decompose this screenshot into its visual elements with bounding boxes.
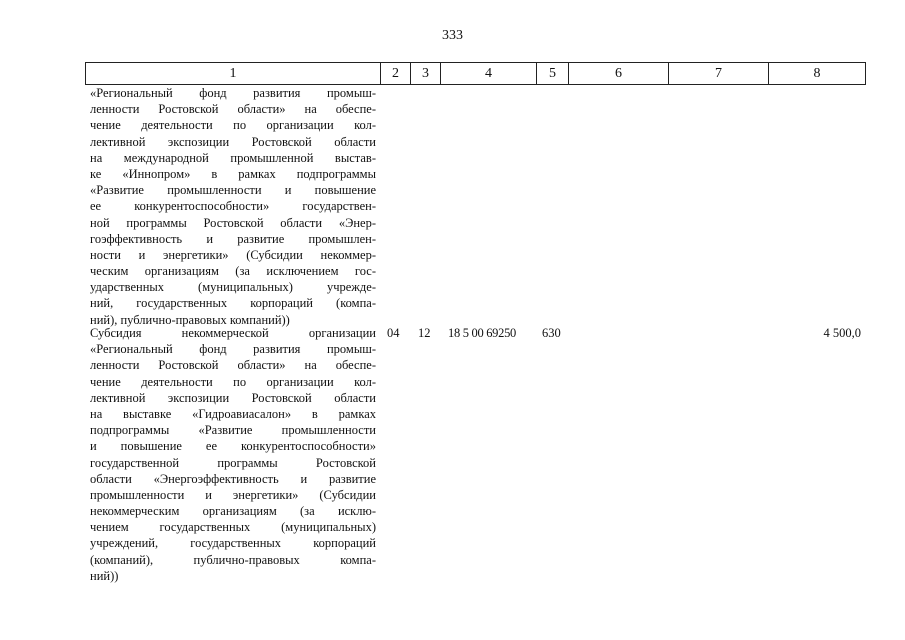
description-line: и повышение ее конкурентоспособности» (90, 439, 376, 454)
description-line: области «Энергоэффективность и развитие (90, 471, 376, 486)
description-line: лективной экспозиции Ростовской области (90, 134, 376, 149)
description-line: Субсидия некоммерческой организации (90, 326, 376, 340)
header-col-5: 5 (537, 62, 569, 85)
header-col-7: 7 (669, 62, 769, 85)
description-line: промышленности и энергетики» (Субсидии (90, 487, 376, 502)
row-2-expense-type: 630 (542, 326, 561, 340)
header-col-3: 3 (411, 62, 441, 85)
description-line: ний, государственных корпораций (компа- (90, 296, 376, 311)
header-col-2: 2 (381, 62, 411, 85)
description-line: ее конкурентоспособности» государствен- (90, 199, 376, 214)
row-2-amount: 4 500,0 (823, 326, 861, 340)
description-line: подпрограммы «Развитие промышленности (90, 423, 376, 438)
description-line: ний), публично-правовых компаний)) (90, 312, 290, 327)
row-2-section-code: 04 (387, 326, 400, 340)
description-line: ударственных (муниципальных) учрежде- (90, 280, 376, 295)
description-line: «Развитие промышленности и повышение (90, 183, 376, 198)
header-col-8: 8 (769, 62, 866, 85)
description-line: «Региональный фонд развития промыш- (90, 86, 376, 100)
description-line: ной программы Ростовской области «Энер- (90, 215, 376, 230)
row-2-subsection-code: 12 (418, 326, 431, 340)
header-col-4: 4 (441, 62, 537, 85)
description-line: лективной экспозиции Ростовской области (90, 390, 376, 405)
description-line: чение деятельности по организации кол- (90, 374, 376, 389)
row-1-description (90, 85, 376, 328)
description-line: ний)) (90, 568, 119, 583)
description-line: учреждений, государственных корпораций (90, 536, 376, 551)
description-line: на выставке «Гидроавиасалон» в рамках (90, 406, 376, 421)
description-line: «Региональный фонд развития промыш- (90, 342, 376, 357)
description-line: (компаний), публично-правовых компа- (90, 552, 376, 567)
header-col-1: 1 (85, 62, 381, 85)
description-line: ческим организациям (за исключением гос- (90, 264, 376, 279)
row-2-description (90, 325, 376, 584)
description-line: ленности Ростовской области» на обеспе- (90, 102, 376, 117)
description-line: чением государственных (муниципальных) (90, 520, 376, 535)
page-number: 333 (442, 28, 463, 43)
description-line: ности и энергетики» (Субсидии некоммер- (90, 247, 376, 262)
description-line: государственной программы Ростовской (90, 455, 376, 470)
description-line: ке «Иннопром» в рамках подпрограммы (90, 166, 376, 181)
description-line: гоэффективность и развитие промышлен- (90, 231, 376, 246)
description-line: чение деятельности по организации кол- (90, 118, 376, 133)
description-line: некоммерческим организациям (за исклю- (90, 504, 376, 519)
row-2-target-article: 18 5 00 69250 (448, 326, 516, 340)
description-line: на международной промышленной выстав- (90, 150, 376, 165)
description-line: ленности Ростовской области» на обеспе- (90, 358, 376, 373)
header-col-6: 6 (569, 62, 669, 85)
